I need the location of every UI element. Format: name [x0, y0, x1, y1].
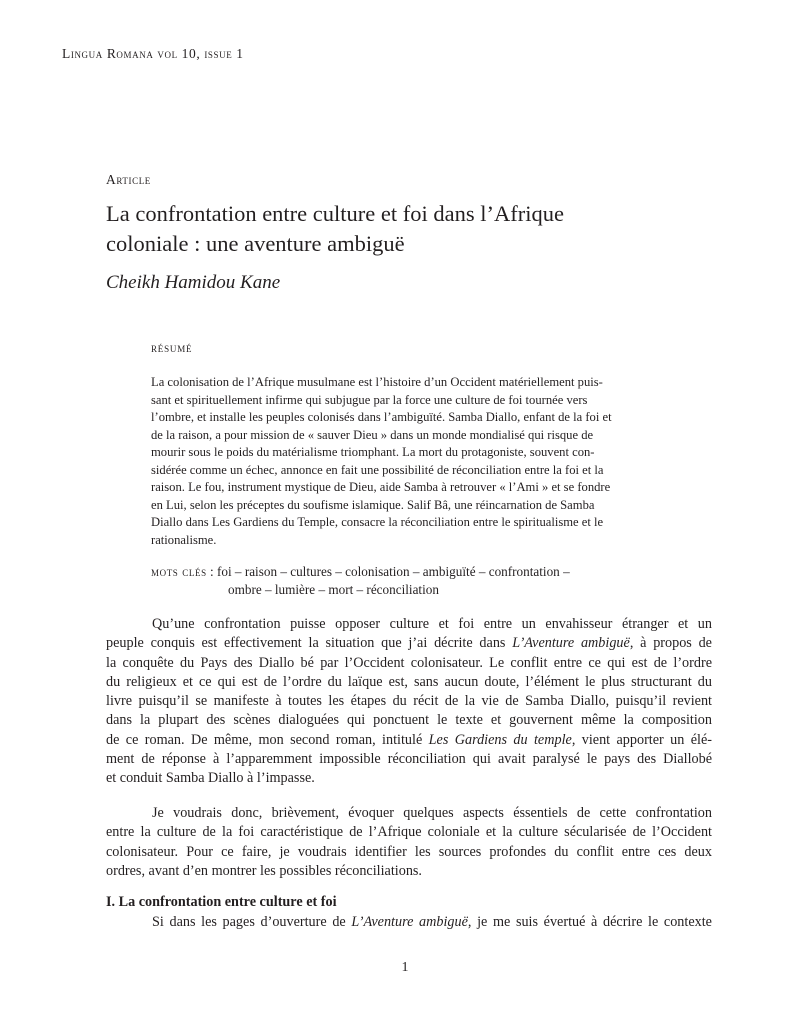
keywords-line: : foi – raison – cultures – colonisation – ambiguïté – confrontation – — [206, 564, 570, 579]
body-line: Qu’une confrontation puisse opposer culture et foi entre un envahisseur étranger et un — [152, 616, 712, 632]
abstract-line: Diallo dans Les Gardiens du Temple, consacre la réconciliation entre le spiritualisme et le — [151, 515, 604, 530]
body-line: la conquête du Pays des Diallo bé par l’Occident colonisateur. Le conflit entre ce qui est de l’ordre — [106, 654, 712, 671]
keywords-label: mots clés — [151, 564, 207, 579]
book-title: L’Aventure ambiguë — [351, 914, 468, 930]
body-paragraph — [106, 804, 712, 881]
text-run: Si dans les pages d’ouverture de — [152, 914, 352, 930]
body-line: ment de réponse à l’apparemment impossible réconciliation qui avait paralysé le pays des Diallobé — [106, 751, 712, 768]
body-line — [106, 634, 712, 653]
keywords — [151, 564, 570, 580]
book-title: Les Gardiens du temple — [428, 731, 572, 748]
text-run: , à propos de — [629, 635, 712, 652]
abstract-line: de la raison, a pour mission de « sauver Dieu » dans un monde mondialisé qui risque de — [151, 427, 594, 442]
abstract-label: résumé — [151, 341, 193, 355]
abstract-line: sant et spirituellement infirme qui subjugue par la force une culture de foi tournée vers — [151, 392, 588, 407]
body-paragraph — [106, 913, 712, 932]
title-line: La confrontation entre culture et foi dans l’Afrique — [106, 201, 564, 226]
body-line: Je voudrais donc, brièvement, évoquer quelques aspects éssentiels de cette confrontation — [152, 805, 712, 821]
title-line: coloniale : une aventure ambiguë — [106, 231, 405, 256]
section-label: Article — [106, 172, 151, 187]
body-line: colonisateur. Pour ce faire, je voudrais identifier les sources profondes du conflit entre ces deux — [106, 843, 712, 860]
text-run: de ce roman. De même, mon second roman, intitulé — [106, 731, 429, 748]
book-title: L’Aventure ambiguë — [512, 635, 630, 652]
running-head: Lingua Romana vol 10, issue 1 — [62, 46, 244, 61]
body-line: du religieux et ce qui est de l’ordre du laïque est, sans aucun doute, l’élément le plus structurant du — [106, 673, 712, 690]
body-line: et conduit Samba Diallo à l’impasse. — [106, 770, 315, 787]
abstract-line: mourir sous le poids du matérialisme triomphant. La mort du protagoniste, souvent con- — [151, 445, 595, 460]
body-line: dans la plupart des scènes dialoguées qui ponctuent le texte et gouvernent même la composition — [106, 712, 712, 729]
text-run: , je me suis évertué à décrire le contexte — [467, 914, 712, 930]
abstract-line: rationalisme. — [151, 532, 217, 547]
page-number: 1 — [401, 960, 409, 975]
article-title — [106, 199, 706, 259]
abstract-line: La colonisation de l’Afrique musulmane est l’histoire d’un Occident matériellement puis- — [151, 375, 603, 389]
text-run: peuple conquis est effectivement la situation que j’ai décrite dans — [106, 635, 513, 652]
body-line: entre la culture de la foi caractéristique de l’Afrique coloniale et la culture sécularisée de l’Occident — [106, 824, 712, 841]
body-line — [106, 913, 712, 932]
abstract-line: sidérée comme un échec, annonce en fait une possibilité de réconciliation entre la foi et la — [151, 462, 604, 477]
section-heading: I. La confrontation entre culture et foi — [106, 894, 337, 910]
abstract-text — [151, 374, 667, 549]
abstract-line: raison. Le fou, instrument mystique de Dieu, aide Samba à retrouver « l’Ami » et se fondre — [151, 480, 611, 495]
author-name: Cheikh Hamidou Kane — [106, 272, 281, 293]
body-line: livre puisqu’il se manifeste à toutes les étapes du récit de la vie de Samba Diallo, puisqu’il revient — [106, 693, 712, 710]
abstract-line: en Lui, selon les préceptes du soufisme islamique. Salif Bâ, une réincarnation de Samba — [151, 497, 595, 512]
body-line — [106, 731, 712, 750]
body-paragraph — [106, 615, 712, 789]
body-line: ordres, avant d’en montrer les possibles réconciliations. — [106, 862, 422, 879]
text-run: , vient apporter un élé- — [571, 731, 712, 748]
keywords-line: ombre – lumière – mort – réconciliation — [228, 582, 439, 597]
abstract-line: l’ombre, et installe les peuples colonisés dans l’ambiguïté. Samba Diallo, enfant de la foi et — [151, 410, 612, 425]
